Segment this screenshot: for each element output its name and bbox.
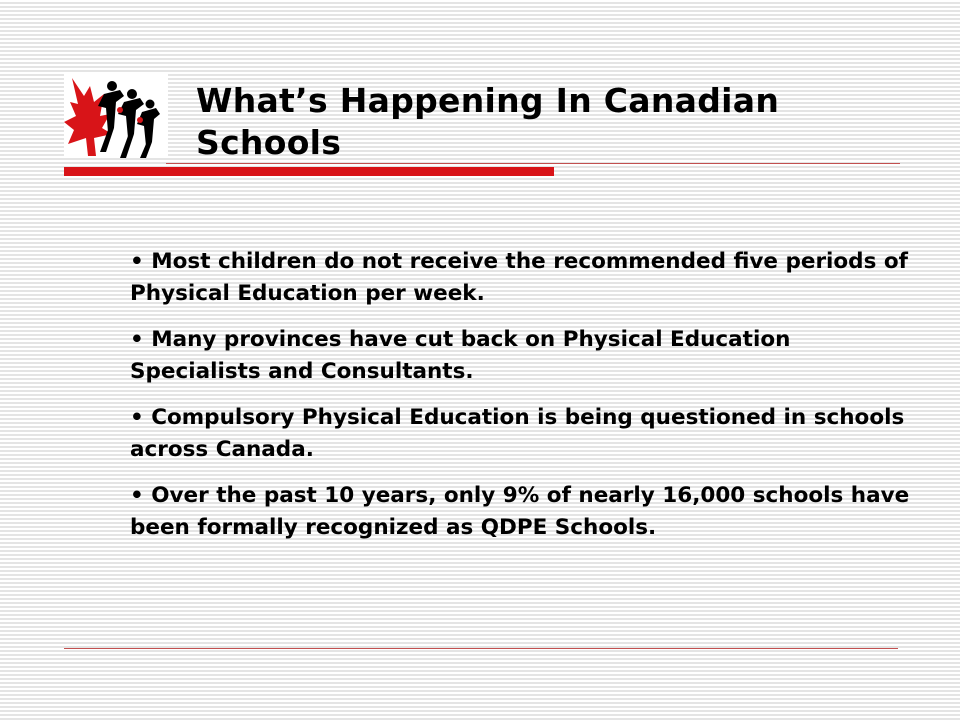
bullet-item: • Most children do not receive the recommended five periods of Physical Education per week. (130, 249, 908, 306)
maple-leaf-figures-icon (64, 72, 168, 158)
bullet-item: • Many provinces have cut back on Physical Education Specialists and Consultants. (130, 327, 791, 384)
slide-title: What’s Happening In Canadian Schools (196, 81, 780, 162)
title-underline-thick (64, 167, 554, 176)
bullet-item: • Compulsory Physical Education is being questioned in schools across Canada. (130, 405, 905, 462)
bullet-item: • Over the past 10 years, only 9% of nearly 16,000 schools have been formally recognized as QDPE Schools. (130, 483, 910, 540)
title-underline-thin (166, 163, 900, 164)
bullet-list (130, 246, 920, 558)
footer-divider (64, 648, 898, 649)
maple-leaf-figures-logo (64, 72, 168, 158)
